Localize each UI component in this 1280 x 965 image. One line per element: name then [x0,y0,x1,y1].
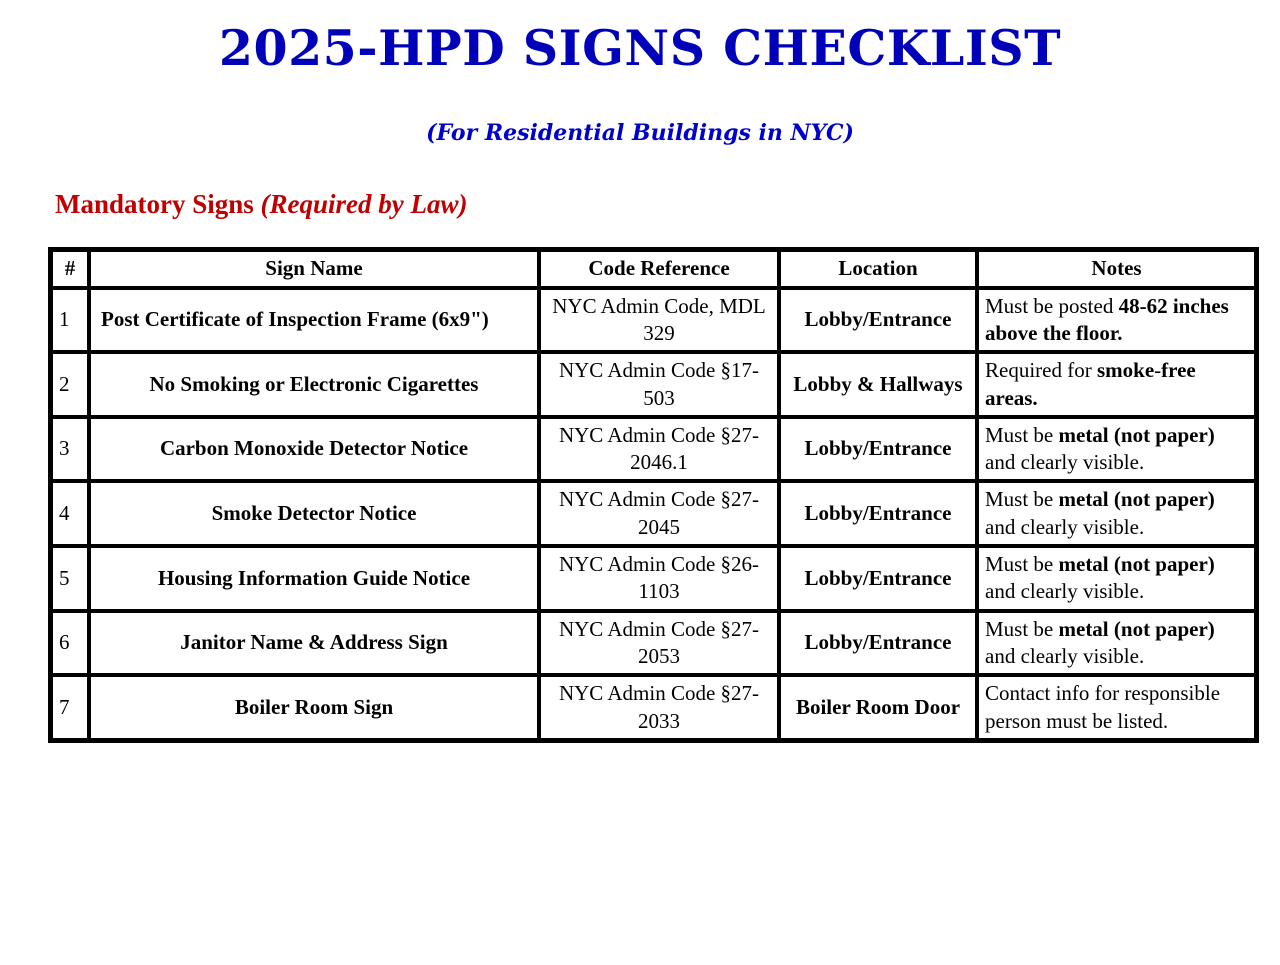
notes-emphasis: metal (not paper) [1058,552,1215,577]
notes-text: and clearly visible. [985,579,1145,604]
location-cell: Lobby/Entrance [779,611,977,676]
column-header-number: # [51,250,89,287]
table-row [51,352,1256,417]
sign-name-cell: Boiler Room Sign [89,675,539,740]
section-heading-italic: (Required by Law) [260,189,468,220]
notes-emphasis: free areas. [985,358,1196,410]
row-number: 7 [51,675,89,740]
notes-cell [977,675,1256,740]
notes-text: Required for [985,358,1097,383]
notes-cell [977,611,1256,676]
code-reference-cell: NYC Admin Code §26-1103 [539,546,779,611]
row-number: 6 [51,611,89,676]
row-number: 1 [51,288,89,353]
notes-text: Must be [985,616,1059,641]
section-heading-main: Mandatory Signs [55,189,254,220]
row-number: 5 [51,546,89,611]
table-row [51,611,1256,676]
mandatory-signs-table [48,247,1259,742]
row-number: 4 [51,481,89,546]
column-header-notes: Notes [977,250,1256,287]
location-cell: Boiler Room Door [779,675,977,740]
location-cell: Lobby & Hallways [779,352,977,417]
code-reference-cell: NYC Admin Code §27-2033 [539,675,779,740]
notes-cell [977,288,1256,353]
notes-text: Must be [985,552,1059,577]
notes-emphasis: metal (not paper) [1058,487,1215,512]
notes-text: Must be posted [985,293,1119,318]
notes-text: and clearly visible. [985,450,1145,475]
notes-cell [977,417,1256,482]
page-subtitle: (For Residential Buildings in NYC) [426,120,854,147]
table-body [51,288,1256,740]
column-header-location: Location [779,250,977,287]
notes-text: Contact info for responsible person must be listed. [985,681,1221,733]
code-reference-cell: NYC Admin Code §27-2045 [539,481,779,546]
code-reference-cell: NYC Admin Code §17-503 [539,352,779,417]
sign-name-cell: No Smoking or Electronic Cigarettes [89,352,539,417]
notes-text: - [1154,358,1162,383]
table-row [51,288,1256,353]
location-cell: Lobby/Entrance [779,417,977,482]
sign-name-cell: Janitor Name & Address Sign [89,611,539,676]
row-number: 2 [51,352,89,417]
column-header-code-reference: Code Reference [539,250,779,287]
sign-name-cell: Housing Information Guide Notice [89,546,539,611]
notes-emphasis: metal (not paper) [1058,422,1215,447]
notes-emphasis: smoke [1096,358,1155,383]
notes-text: Must be [985,422,1059,447]
row-number: 3 [51,417,89,482]
section-heading [55,189,1280,220]
code-reference-cell: NYC Admin Code, MDL 329 [539,288,779,353]
notes-cell [977,352,1256,417]
table-row [51,546,1256,611]
document-page [0,20,1280,743]
location-cell: Lobby/Entrance [779,288,977,353]
notes-cell [977,481,1256,546]
table-row [51,417,1256,482]
sign-name-cell: Smoke Detector Notice [89,481,539,546]
notes-text: and clearly visible. [985,643,1145,668]
sign-name-cell: Carbon Monoxide Detector Notice [89,417,539,482]
table-row [51,675,1256,740]
page-title: 2025-HPD SIGNS CHECKLIST [218,19,1062,77]
column-header-sign-name: Sign Name [89,250,539,287]
sign-name-cell: Post Certificate of Inspection Frame (6x9") [89,288,539,353]
notes-emphasis: metal (not paper) [1058,616,1215,641]
code-reference-cell: NYC Admin Code §27-2046.1 [539,417,779,482]
code-reference-cell: NYC Admin Code §27-2053 [539,611,779,676]
notes-emphasis: 48-62 inches above the floor. [985,293,1229,345]
table-header-row [51,250,1256,287]
notes-text: Must be [985,487,1059,512]
notes-cell [977,546,1256,611]
table-row [51,481,1256,546]
notes-text: and clearly visible. [985,514,1145,539]
location-cell: Lobby/Entrance [779,546,977,611]
location-cell: Lobby/Entrance [779,481,977,546]
table-header [51,250,1256,287]
